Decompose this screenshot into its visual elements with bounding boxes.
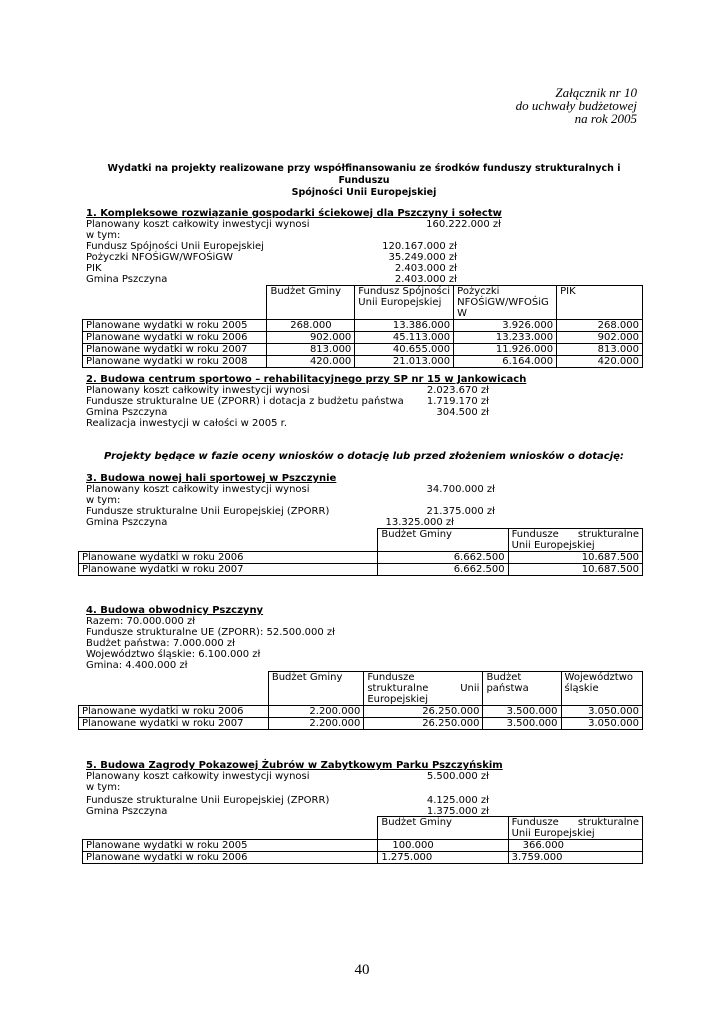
section-2-heading: 2. Budowa centrum sportowo – rehabilitacyjnego przy SP nr 15 w Jankowicach xyxy=(86,374,527,385)
s5-label: Gmina Pszczyna xyxy=(86,806,168,817)
section-4-heading: 4. Budowa obwodnicy Pszczyny xyxy=(86,605,264,616)
col-header: PIK xyxy=(557,286,643,320)
s3-label: w tym: xyxy=(86,495,121,506)
section-3-heading: 3. Budowa nowej hali sportowej w Pszczynie xyxy=(86,473,337,484)
table-row: Planowane wydatki w roku 2006 2.200.000 26.250.000 3.500.000 3.050.000 xyxy=(79,706,643,718)
s3-table xyxy=(78,528,643,576)
s1-label: Pożyczki NFOŚiGW/WFOŚiGW xyxy=(86,252,233,263)
subtitle-pending-projects: Projekty będące w fazie oceny wniosków o dotację lub przed złożeniem wniosków o dotację: xyxy=(104,451,624,462)
table-row: Planowane wydatki w roku 2006 1.275.000 3.759.000 xyxy=(83,852,643,864)
s5-label: w tym: xyxy=(86,782,121,793)
col-header: Budżet Gminy xyxy=(378,817,508,840)
table-header-row xyxy=(79,672,643,706)
attachment-header xyxy=(516,86,637,125)
s3-label: Gmina Pszczyna xyxy=(86,517,168,528)
s4-line: Razem: 70.000.000 zł xyxy=(86,616,196,627)
s5-label: Fundusze strukturalne Unii Europejskiej (ZPORR) xyxy=(86,795,330,806)
s5-amount: 4.125.000 zł xyxy=(426,795,489,806)
s4-line: Gmina: 4.400.000 zł xyxy=(86,660,188,671)
table-row: Planowane wydatki w roku 2007 6.662.500 10.687.500 xyxy=(79,564,643,576)
table-row: Planowane wydatki w roku 2006 902.000 45.113.000 13.233.000 902.000 xyxy=(83,332,643,344)
s1-table xyxy=(82,285,643,368)
s1-amount: 2.403.000 zł xyxy=(394,274,457,285)
s1-label: PIK xyxy=(86,263,102,274)
s3-label: Planowany koszt całkowity inwestycji wynosi xyxy=(86,484,310,495)
s2-amount: 1.719.170 zł xyxy=(426,396,489,407)
s2-amount: 304.500 zł xyxy=(436,407,489,418)
s4-line: Województwo śląskie: 6.100.000 zł xyxy=(86,649,261,660)
col-header: Budżet państwa xyxy=(483,672,561,706)
col-header: Budżet Gminy xyxy=(378,529,508,552)
s3-amount: 13.325.000 zł xyxy=(385,517,454,528)
col-header: Fundusz Spójności Unii Europejskiej xyxy=(355,286,454,320)
header-line-2: do uchwały budżetowej xyxy=(515,98,637,113)
s2-label: Fundusze strukturalne UE (ZPORR) i dotacja z budżetu państwa xyxy=(86,396,404,407)
s2-amount: 2.023.670 zł xyxy=(426,385,489,396)
section-5-heading: 5. Budowa Zagrody Pokazowej Żubrów w Zabytkowym Parku Pszczyńskim xyxy=(86,760,503,771)
table-header-row xyxy=(83,286,643,320)
s3-label: Fundusze strukturalne Unii Europejskiej (ZPORR) xyxy=(86,506,330,517)
s1-amount: 120.167.000 zł xyxy=(382,241,457,252)
s1-amount: 160.222.000 zł xyxy=(426,219,501,230)
s1-label: Planowany koszt całkowity inwestycji wynosi xyxy=(86,219,310,230)
col-header: Fundusze strukturalne Unii Europejskiej xyxy=(508,817,642,840)
s2-label: Planowany koszt całkowity inwestycji wynosi xyxy=(86,385,310,396)
col-header: Budżet Gminy xyxy=(268,672,363,706)
header-line-3: na rok 2005 xyxy=(574,111,637,126)
s1-amount: 35.249.000 zł xyxy=(388,252,457,263)
section-1-heading: 1. Kompleksowe rozwiązanie gospodarki ściekowej dla Pszczyny i sołectw xyxy=(86,208,502,219)
table-row: Planowane wydatki w roku 2007 2.200.000 26.250.000 3.500.000 3.050.000 xyxy=(79,718,643,730)
s1-label: Gmina Pszczyna xyxy=(86,274,168,285)
table-header-row xyxy=(83,817,643,840)
table-row: Planowane wydatki w roku 2008 420.000 21.013.000 6.164.000 420.000 xyxy=(83,356,643,368)
table-row: Planowane wydatki w roku 2006 6.662.500 10.687.500 xyxy=(79,552,643,564)
s2-note: Realizacja inwestycji w całości w 2005 r. xyxy=(86,418,287,429)
s5-amount: 1.375.000 zł xyxy=(426,806,489,817)
s3-amount: 34.700.000 zł xyxy=(426,484,495,495)
table-row: Planowane wydatki w roku 2007 813.000 40.655.000 11.926.000 813.000 xyxy=(83,344,643,356)
col-header: Fundusze strukturalne Unii Europejskiej xyxy=(364,672,483,706)
page-number: 40 xyxy=(354,962,370,978)
s4-table xyxy=(78,671,643,730)
s5-label: Planowany koszt całkowity inwestycji wynosi xyxy=(86,771,310,782)
s2-label: Gmina Pszczyna xyxy=(86,407,168,418)
s1-label: w tym: xyxy=(86,230,121,241)
s4-line: Budżet państwa: 7.000.000 zł xyxy=(86,638,236,649)
col-header: Fundusze strukturalne Unii Europejskiej xyxy=(508,529,642,552)
s1-amount: 2.403.000 zł xyxy=(394,263,457,274)
s5-table xyxy=(82,816,643,864)
col-header: Budżet Gminy xyxy=(267,286,355,320)
col-header: Województwo śląskie xyxy=(561,672,642,706)
document-title: Wydatki na projekty realizowane przy współfinansowaniu ze środków funduszy strukturalnych i Funduszu Spójności Unii Europejskiej xyxy=(107,163,621,198)
s3-amount: 21.375.000 zł xyxy=(426,506,495,517)
table-row: Planowane wydatki w roku 2005 268.000 13.386.000 3.926.000 268.000 xyxy=(83,320,643,332)
table-row: Planowane wydatki w roku 2005 100.000 366.000 xyxy=(83,840,643,852)
s5-amount: 5.500.000 zł xyxy=(426,771,489,782)
table-header-row xyxy=(79,529,643,552)
s1-label: Fundusz Spójności Unii Europejskiej xyxy=(86,241,264,252)
col-header: Pożyczki NFOŚiGW/WFOŚiG W xyxy=(454,286,557,320)
s4-line: Fundusze strukturalne UE (ZPORR): 52.500.000 zł xyxy=(86,627,336,638)
header-line-1: Załącznik nr 10 xyxy=(555,85,637,100)
